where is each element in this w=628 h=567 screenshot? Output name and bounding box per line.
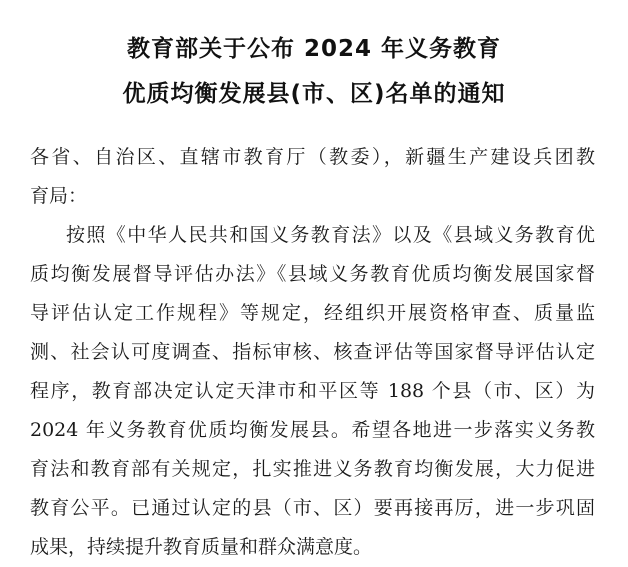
document-title-line-2: 优质均衡发展县(市、区)名单的通知 — [122, 81, 506, 107]
body-text-line: 育法和教育部有关规定，扎实推进义务教育均衡发展，大力促进 — [30, 458, 595, 480]
body-text-line: 教育公平。已通过认定的县（市、区）要再接再厉，进一步巩固 — [30, 497, 595, 519]
document-title-line-1: 教育部关于公布 2024 年义务教育 — [126, 36, 502, 62]
salutation-line: 各省、自治区、直辖市教育厅（教委），新疆生产建设兵团教 — [30, 146, 595, 168]
body-text-line: 测、社会认可度调查、指标审核、核查评估等国家督导评估认定 — [30, 341, 595, 363]
body-text-line: 按照《中华人民共和国义务教育法》以及《县域义务教育优 — [66, 224, 595, 246]
salutation-line: 育局： — [30, 185, 88, 207]
body-text-line: 程序，教育部决定认定天津市和平区等 188 个县（市、区）为 — [30, 380, 595, 402]
body-text-line: 质均衡发展督导评估办法》《县域义务教育优质均衡发展国家督 — [30, 263, 595, 285]
body-text-line: 2024 年义务教育优质均衡发展县。希望各地进一步落实义务教 — [30, 419, 595, 441]
body-text-line: 成果，持续提升教育质量和群众满意度。 — [30, 536, 373, 558]
body-text-line: 导评估认定工作规程》等规定，经组织开展资格审查、质量监 — [30, 302, 595, 324]
